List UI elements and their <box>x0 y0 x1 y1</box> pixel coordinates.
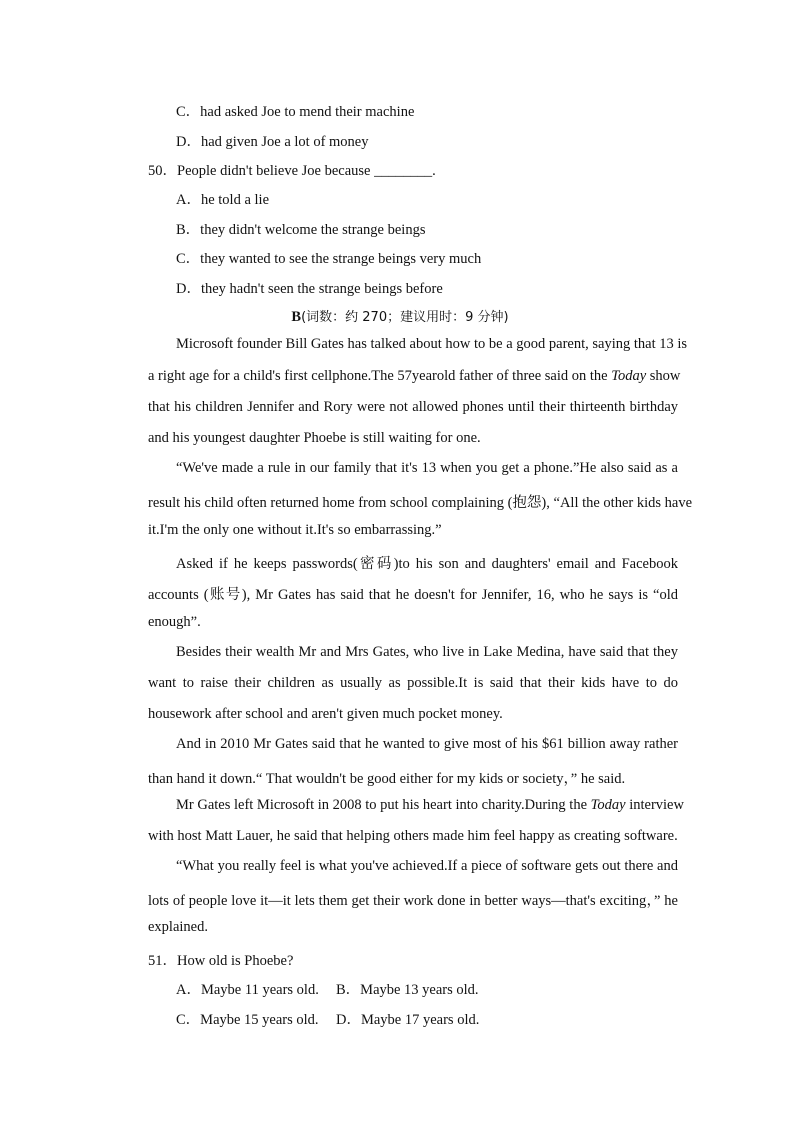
q51-stem: 51．How old is Phoebe? <box>148 953 294 969</box>
passage-p1-line3: that his children Jennifer and Rory were not allowed phones until their thirteenth birthday <box>148 399 678 415</box>
passage-p4-line3: housework after school and aren't given much pocket money. <box>148 706 503 722</box>
passage-p2-line2: result his child often returned home from school complaining (抱怨), “All the other kids have <box>148 495 693 511</box>
q49-option-d: D．had given Joe a lot of money <box>176 134 369 150</box>
q51-option-a: A．Maybe 11 years old. <box>176 982 319 998</box>
passage-p5-line1: And in 2010 Mr Gates said that he wanted to give most of his $61 billion away rather <box>176 736 678 752</box>
q51-option-b: B．Maybe 13 years old. <box>336 982 479 998</box>
q50-option-c: C．they wanted to see the strange beings very much <box>176 251 482 267</box>
q50-option-d: D．they hadn't seen the strange beings before <box>176 281 443 297</box>
passage-p3-line3: enough”. <box>148 614 201 630</box>
passage-p4-line1: Besides their wealth Mr and Mrs Gates, who live in Lake Medina, have said that they <box>176 644 678 660</box>
section-info: (词数：约 270；建议用时：9 分钟) <box>301 310 509 325</box>
passage-p2-line3: it.I'm the only one without it.It's so embarrassing.” <box>148 522 442 538</box>
today-show-title: Today <box>611 368 647 384</box>
passage-p4-line2: want to raise their children as usually as possible.It is said that their kids have to do <box>148 675 678 691</box>
passage-p6-line2: with host Matt Lauer, he said that helping others made him feel happy as creating software. <box>148 828 678 844</box>
passage-p5-line2: than hand it down.“ That wouldn't be good either for my kids or society，” he said. <box>148 771 626 787</box>
q50-option-a: A．he told a lie <box>176 192 270 208</box>
passage-p7-line2: lots of people love it—it lets them get their work done in better ways—that's exciting，” he <box>148 893 678 909</box>
passage-p7-line3: explained. <box>148 919 208 935</box>
today-interview-title: Today <box>590 797 626 813</box>
passage-p1-line2: a right age for a child's first cellphone.The 57yearold father of three said on the Today show <box>148 368 681 384</box>
section-letter: B <box>291 309 302 325</box>
q49-option-c: C．had asked Joe to mend their machine <box>176 104 415 120</box>
passage-p1-line1: Microsoft founder Bill Gates has talked about how to be a good parent, saying that 13 is <box>176 336 688 352</box>
passage-p7-line1: “What you really feel is what you've achieved.If a piece of software gets out there and <box>176 858 678 874</box>
q50-option-b: B．they didn't welcome the strange beings <box>176 222 426 238</box>
passage-p3-line1: Asked if he keeps passwords(密码)to his son and daughters' email and Facebook <box>176 556 678 572</box>
q50-stem: 50．People didn't believe Joe because ________. <box>148 163 436 179</box>
section-heading <box>0 306 800 326</box>
passage-p3-line2: accounts (账号), Mr Gates has said that he doesn't for Jennifer, 16, who he says is “old <box>148 587 678 603</box>
passage-p2-line1: “We've made a rule in our family that it's 13 when you get a phone.”He also said as a <box>176 460 678 476</box>
q51-option-c: C．Maybe 15 years old. <box>176 1012 319 1028</box>
passage-p6-line1: Mr Gates left Microsoft in 2008 to put his heart into charity.During the Today interview <box>176 797 684 813</box>
passage-p1-line4: and his youngest daughter Phoebe is still waiting for one. <box>148 430 481 446</box>
q51-option-d: D．Maybe 17 years old. <box>336 1012 480 1028</box>
